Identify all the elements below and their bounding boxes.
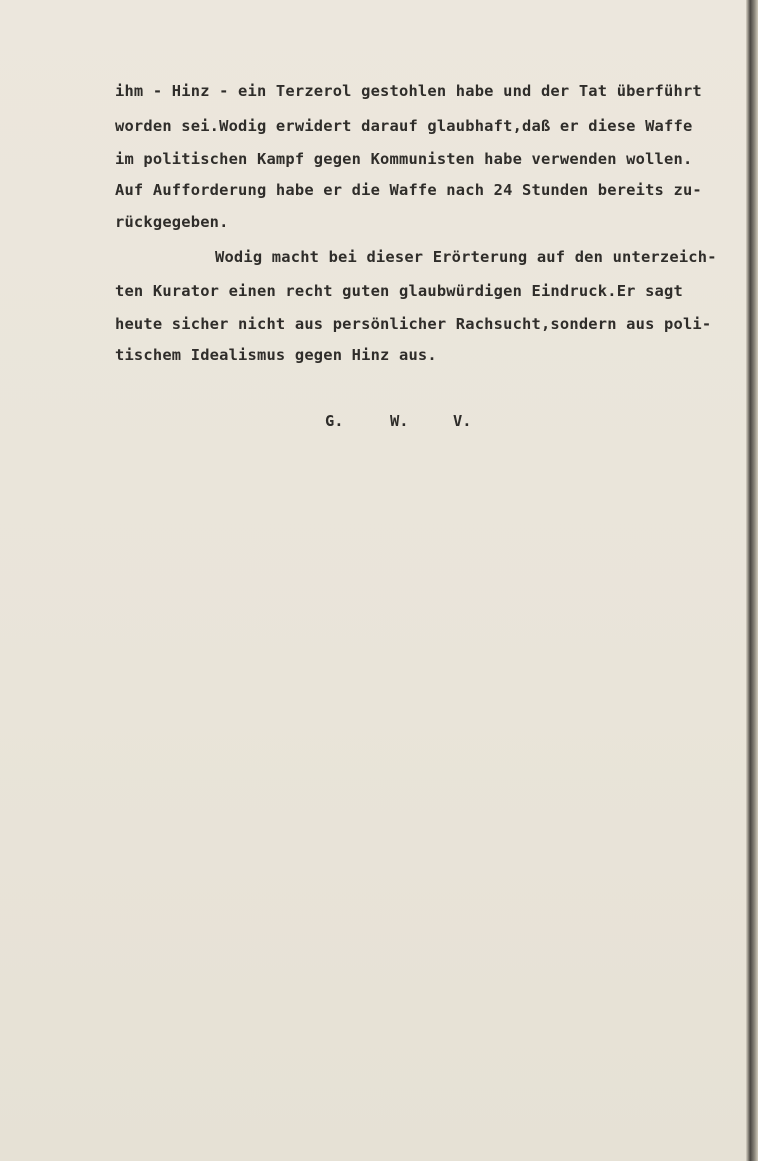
text-line: rückgegeben.	[115, 213, 229, 231]
text-line: ihm - Hinz - ein Terzerol gestohlen habe und der Tat überführt	[115, 82, 702, 100]
text-line: im politischen Kampf gegen Kommunisten habe verwenden wollen.	[115, 150, 693, 168]
text-line: Wodig macht bei dieser Erörterung auf den unterzeich-	[215, 248, 717, 266]
signature-initial: V.	[453, 412, 472, 430]
signature-initial: W.	[390, 412, 409, 430]
text-line: ten Kurator einen recht guten glaubwürdigen Eindruck.Er sagt	[115, 282, 683, 300]
text-line: tischem Idealismus gegen Hinz aus.	[115, 346, 437, 364]
text-line: heute sicher nicht aus persönlicher Rachsucht,sondern aus poli-	[115, 315, 712, 333]
signature-initials	[115, 412, 748, 436]
text-line: Auf Aufforderung habe er die Waffe nach 24 Stunden bereits zu-	[115, 181, 702, 199]
page-edge-shadow	[746, 0, 758, 1161]
signature-initial: G.	[325, 412, 344, 430]
text-line: worden sei.Wodig erwidert darauf glaubhaft,daß er diese Waffe	[115, 117, 693, 135]
